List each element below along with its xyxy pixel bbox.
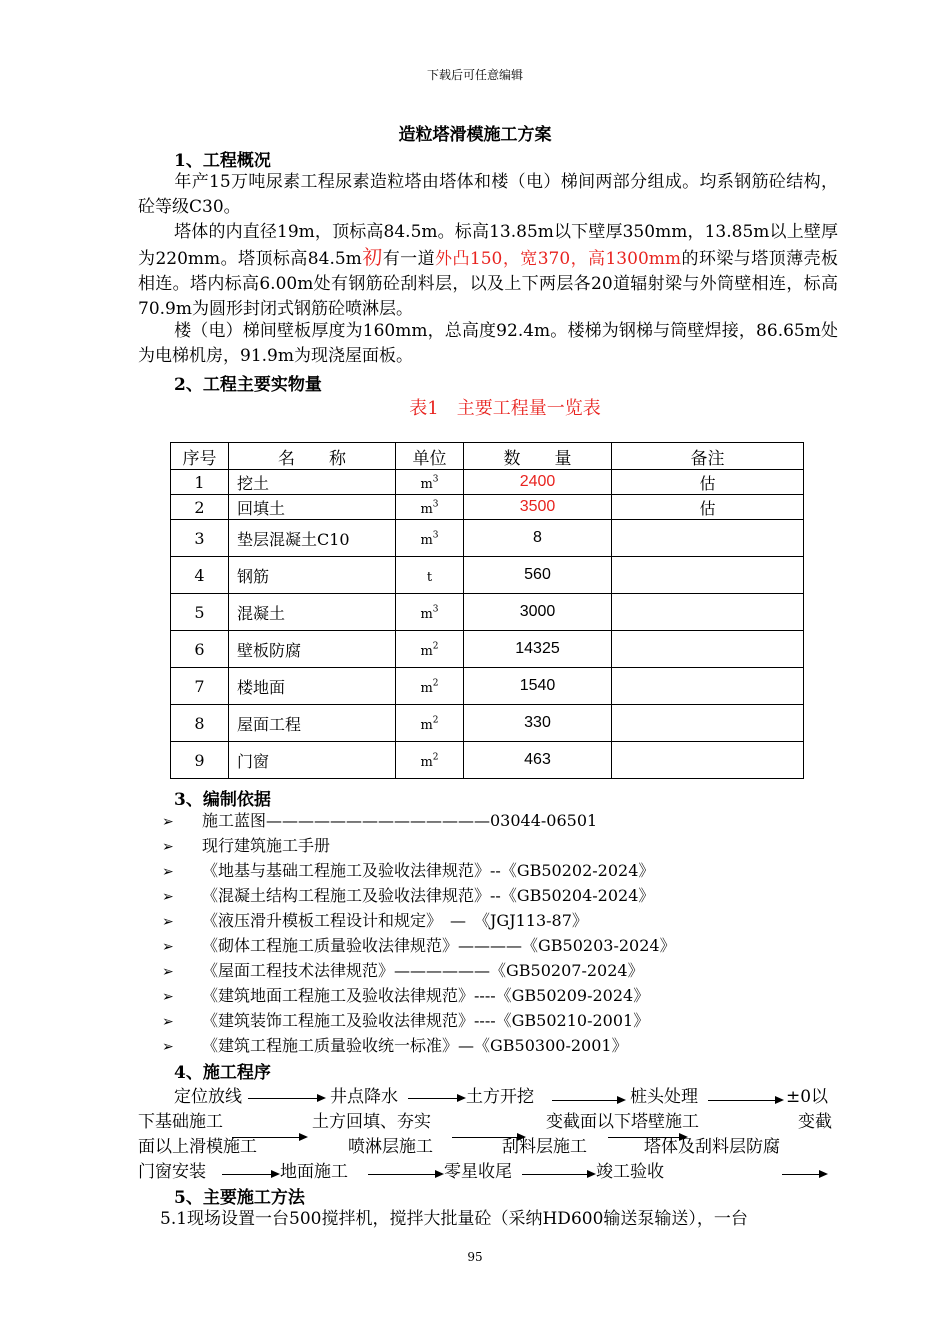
row-unit [396, 742, 464, 779]
row-unit-text: m [420, 717, 433, 733]
row-qty-text: 330 [524, 714, 551, 731]
flow-arrow-icon [232, 1137, 306, 1138]
list-item-text: 《混凝土结构工程施工及验收法律规范》--《GB50204-2024》 [202, 886, 655, 905]
flow-arrow-icon [522, 1174, 594, 1175]
row-unit-text: t [426, 569, 433, 585]
col-header-unit: 单位 [396, 443, 464, 470]
row-note [612, 470, 804, 495]
flow-step: 下基础施工 [138, 1112, 223, 1132]
row-note [612, 668, 804, 705]
row-unit-text: m [420, 606, 433, 622]
row-qty-text: 3000 [519, 603, 556, 620]
row-no [171, 470, 229, 495]
row-name-text: 钢筋 [237, 566, 270, 586]
arrowhead-bullet-icon: ➢ [162, 1039, 174, 1055]
row-name-text: 屋面工程 [237, 714, 302, 734]
row-qty [464, 594, 612, 631]
arrowhead-bullet-icon: ➢ [162, 1014, 174, 1030]
row-unit [396, 520, 464, 557]
table-header-row [171, 443, 804, 470]
flow-arrow-icon [222, 1174, 278, 1175]
row-unit-text: m [420, 476, 433, 492]
flow-step: 刮料层施工 [502, 1137, 587, 1157]
red-char: 初 [361, 245, 383, 269]
row-no-text: 6 [194, 639, 205, 659]
row-name [229, 668, 396, 705]
unit-exponent: 2 [432, 678, 439, 689]
unit-exponent: 3 [432, 604, 439, 615]
table-row [171, 470, 804, 495]
row-unit [396, 631, 464, 668]
row-no [171, 557, 229, 594]
flow-arrow-icon [408, 1098, 464, 1099]
document-title: 造粒塔滑模施工方案 [398, 125, 552, 145]
row-qty-text: 2400 [519, 473, 556, 490]
arrowhead-bullet-icon: ➢ [162, 839, 174, 855]
row-name-text: 混凝土 [237, 603, 286, 623]
unit-exponent: 3 [432, 499, 439, 510]
row-qty [464, 631, 612, 668]
row-no-text: 7 [194, 676, 205, 696]
unit-exponent: 2 [432, 715, 439, 726]
unit-exponent: 2 [432, 641, 439, 652]
row-name [229, 470, 396, 495]
list-item [162, 983, 676, 1008]
row-no-text: 4 [194, 565, 205, 585]
flow-step: 门窗安装 [138, 1162, 206, 1182]
section-5-heading: 5、主要施工方法 [174, 1188, 305, 1208]
arrowhead-bullet-icon: ➢ [162, 914, 174, 930]
row-unit-text: m [420, 754, 433, 770]
section-4-heading: 4、施工程序 [174, 1063, 271, 1083]
arrowhead-bullet-icon: ➢ [162, 989, 174, 1005]
flow-step: 竣工验收 [596, 1162, 664, 1182]
row-name-text: 回填土 [237, 498, 286, 518]
arrowhead-bullet-icon: ➢ [162, 939, 174, 955]
list-item [162, 1033, 676, 1058]
row-no [171, 631, 229, 668]
row-note [612, 495, 804, 520]
row-qty [464, 520, 612, 557]
flow-step: 土方开挖 [466, 1087, 534, 1107]
flow-step: 塔体及刮料层防腐 [644, 1137, 780, 1157]
list-item [162, 858, 676, 883]
table-row [171, 668, 804, 705]
table-row [171, 705, 804, 742]
row-name-text: 壁板防腐 [237, 640, 302, 660]
arrowhead-bullet-icon: ➢ [162, 889, 174, 905]
basis-list [162, 808, 676, 1058]
row-note [612, 557, 804, 594]
table-row [171, 557, 804, 594]
table-row [171, 631, 804, 668]
row-name-text: 垫层混凝土C10 [237, 529, 350, 549]
row-name [229, 742, 396, 779]
flow-step: 井点降水 [330, 1087, 398, 1107]
header-note: 下载后可任意编辑 [426, 68, 523, 82]
list-item [162, 833, 676, 858]
list-item [162, 958, 676, 983]
row-qty-text: 1540 [519, 677, 556, 694]
col-header-note: 备注 [612, 443, 804, 470]
row-no-text: 1 [194, 472, 205, 492]
page-number: 95 [467, 1250, 483, 1264]
row-qty [464, 705, 612, 742]
unit-exponent: 3 [432, 474, 439, 485]
row-qty-text: 560 [524, 566, 551, 583]
row-note [612, 520, 804, 557]
table-row [171, 520, 804, 557]
list-item-text: 现行建筑施工手册 [202, 836, 331, 855]
row-no [171, 594, 229, 631]
row-unit-text: m [420, 643, 433, 659]
flow-step: 零星收尾 [444, 1162, 512, 1182]
table-row [171, 495, 804, 520]
arrowhead-bullet-icon: ➢ [162, 864, 174, 880]
flow-arrow-icon [708, 1100, 782, 1101]
row-unit [396, 668, 464, 705]
row-unit [396, 557, 464, 594]
flow-step: 喷淋层施工 [348, 1137, 433, 1157]
list-item-text: 《建筑地面工程施工及验收法律规范》----《GB50209-2024》 [202, 986, 650, 1005]
list-item [162, 808, 676, 833]
row-qty [464, 495, 612, 520]
row-unit [396, 495, 464, 520]
flow-step: 土方回填、夯实 [312, 1112, 431, 1132]
list-item-text: 《砌体工程施工质量验收法律规范》————《GB50203-2024》 [202, 936, 676, 955]
table-row [171, 594, 804, 631]
col-header-no: 序号 [171, 443, 229, 470]
flow-step: 变截 [798, 1112, 832, 1132]
row-name [229, 594, 396, 631]
list-item-text: 《液压滑升模板工程设计和规定》 — 《JGJ113-87》 [202, 911, 588, 930]
flow-step: 桩头处理 [630, 1087, 698, 1107]
section-1-para-2: 塔体的内直径19m，顶标高84.5m。标高13.85m以下壁厚350mm，13.85m以上壁厚为220mm。塔顶标高84.5m初有一道外凸150，宽370，高1300mm的环梁与塔顶薄壳板相连。塔内标高6.00m处有钢筋砼刮料层，以及上下两层各20道辐射梁与外筒壁相连，标高70.9m为圆形封闭式钢筋砼喷淋层。 [138, 222, 839, 319]
row-no [171, 520, 229, 557]
flow-arrow-icon [452, 1137, 524, 1138]
row-qty-text: 8 [533, 529, 542, 546]
row-name [229, 705, 396, 742]
unit-exponent: 3 [432, 530, 439, 541]
row-no-text: 5 [194, 602, 205, 622]
row-unit [396, 705, 464, 742]
list-item-text: 《建筑工程施工质量验收统一标准》—《GB50300-2001》 [202, 1036, 628, 1055]
list-item-text: 《建筑装饰工程施工及验收法律规范》----《GB50210-2001》 [202, 1011, 650, 1030]
section-2-heading: 2、工程主要实物量 [174, 375, 322, 395]
flow-step: 地面施工 [280, 1162, 348, 1182]
row-name [229, 557, 396, 594]
unit-exponent: 2 [432, 752, 439, 763]
row-unit-text: m [420, 680, 433, 696]
flow-step: 变截面以下塔壁施工 [546, 1112, 699, 1132]
flow-arrow-icon [782, 1174, 826, 1175]
row-unit-text: m [420, 532, 433, 548]
row-no [171, 742, 229, 779]
list-item-text: 《屋面工程技术法律规范》——————《GB50207-2024》 [202, 961, 644, 980]
section-5-para-1: 5.1现场设置一台500搅拌机，搅拌大批量砼（采纳HD600输送泵输送），一台 [160, 1209, 748, 1229]
red-dimensions: 外凸150，宽370，高1300mm [435, 249, 681, 269]
row-unit [396, 470, 464, 495]
list-item [162, 933, 676, 958]
row-qty [464, 557, 612, 594]
list-item [162, 1008, 676, 1033]
row-no [171, 668, 229, 705]
flow-step: 定位放线 [174, 1087, 242, 1107]
row-name-text: 挖土 [237, 473, 270, 493]
section-1-para-1: 年产15万吨尿素工程尿素造粒塔由塔体和楼（电）梯间两部分组成。均系钢筋砼结构，砼等级C30。 [138, 172, 838, 217]
row-name-text: 门窗 [237, 751, 270, 771]
row-no-text: 2 [194, 497, 205, 517]
col-header-name: 名 称 [229, 443, 396, 470]
row-name [229, 631, 396, 668]
row-no-text: 8 [194, 713, 205, 733]
row-name [229, 495, 396, 520]
section-1-heading: 1、工程概况 [174, 151, 271, 171]
row-qty-text: 14325 [515, 640, 560, 657]
list-item [162, 883, 676, 908]
list-item-text: 《地基与基础工程施工及验收法律规范》--《GB50202-2024》 [202, 861, 655, 880]
row-qty [464, 742, 612, 779]
row-qty [464, 470, 612, 495]
table-caption: 表1 主要工程量一览表 [409, 398, 601, 419]
row-note-text: 估 [699, 498, 716, 518]
row-note [612, 594, 804, 631]
row-name [229, 520, 396, 557]
row-note [612, 705, 804, 742]
flow-step: 面以上滑模施工 [138, 1137, 257, 1157]
list-item-text: 施工蓝图——————————————03044-06501 [202, 811, 598, 830]
row-unit-text: m [420, 501, 433, 517]
arrowhead-bullet-icon: ➢ [162, 814, 174, 830]
flow-arrow-icon [368, 1174, 442, 1175]
row-no [171, 705, 229, 742]
flow-arrow-icon [608, 1137, 686, 1138]
row-unit [396, 594, 464, 631]
row-no-text: 3 [194, 528, 205, 548]
row-no-text: 9 [194, 750, 205, 770]
section-1-para-3: 楼（电）梯间壁板厚度为160mm，总高度92.4m。楼梯为钢梯与筒壁焊接，86.65m处为电梯机房，91.9m为现浇屋面板。 [138, 321, 838, 366]
row-name-text: 楼地面 [237, 677, 286, 697]
quantity-table [170, 442, 804, 779]
flow-arrow-icon [552, 1100, 624, 1101]
col-header-qty: 数 量 [464, 443, 612, 470]
row-qty-text: 3500 [519, 498, 556, 515]
row-note [612, 631, 804, 668]
flow-arrow-icon [248, 1098, 324, 1099]
row-qty-text: 463 [524, 751, 551, 768]
section-3-heading: 3、编制依据 [174, 790, 271, 810]
row-note-text: 估 [699, 473, 716, 493]
list-item [162, 908, 676, 933]
row-note [612, 742, 804, 779]
flow-step: ±0以 [786, 1087, 829, 1107]
table-row [171, 742, 804, 779]
arrowhead-bullet-icon: ➢ [162, 964, 174, 980]
row-qty [464, 668, 612, 705]
row-no [171, 495, 229, 520]
